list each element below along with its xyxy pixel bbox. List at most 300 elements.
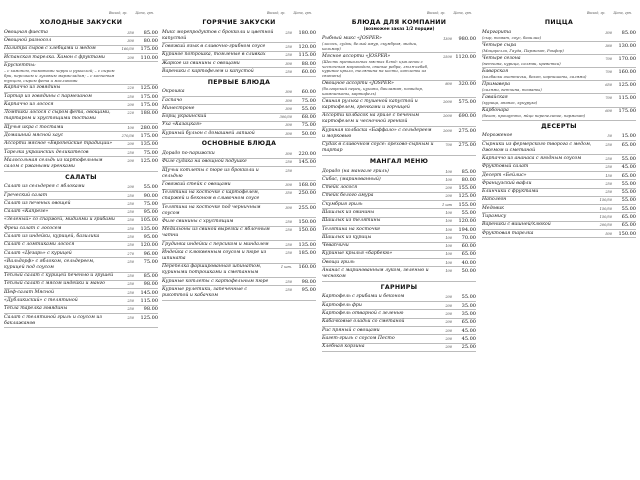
item-name [482,108,596,119]
item-name-text: Ассорти мясное «Европейские традиции» [4,141,113,147]
menu-item [162,264,316,278]
item-weight: 200/50 [599,223,612,228]
item-name [482,231,596,237]
item-name [322,142,436,154]
item-name-text: Овощное ассорти «JOSPER» [322,81,394,87]
item-name [482,43,596,54]
item-name-text: Салат с телятиной гриль и соусом из баклажанов [4,314,102,326]
item-weight: 250 [285,250,292,255]
item-description: (бекон, прошутто, яйцо перепелиное, пармезан) [482,113,586,119]
item-name-text: Салат из индейки, курицей, базилика [4,233,100,239]
item-price: 80.00 [143,37,158,44]
item-name-text: Ананас с маринованным луком, зеленью и чесноком [322,267,429,280]
item-weight: 100 [445,219,452,224]
item-name [4,298,118,304]
item-price: 280.00 [140,124,158,131]
item-name [162,98,276,104]
item-price: 105.00 [140,217,158,224]
item-name-text: Сырники из фермерского творога с медом, джемом и сметаной [482,141,592,153]
item-name-text: Филе свинины с хрустящим [162,219,234,225]
menu-item [322,344,476,352]
item-weight: 250 [127,193,134,198]
item-price: 160.00 [618,68,636,75]
item-name-text: Десерт «Бейлис» [482,172,527,178]
item-name-text: Шашлык из телятины [322,218,381,224]
menu-item [4,250,158,258]
item-price: 68.00 [301,114,316,121]
item-name-text: Мороженое [482,133,513,139]
item-name-text: Карбонара [482,108,509,114]
item-name [322,344,436,350]
item-name-text: Куриный бульон с домашней лапшой [162,130,255,136]
item-name-text: Гаспачо [162,97,183,103]
menu-column-2 [162,10,316,301]
item-weight: 300 [285,183,292,187]
item-name-text: Карпаччо из говядины [4,85,61,91]
weight-header: Выход, гр. [426,11,446,15]
item-name-text: Теплый салат с мясом индейки и манго [4,281,105,287]
item-weight: 250 [127,315,134,320]
menu-item [162,97,316,105]
menu-item [4,54,158,62]
item-name-text: «Зеленый» со спаржей, мидиями и грибами [4,217,115,223]
menu-item [322,259,476,267]
item-price: 75.00 [143,200,158,207]
section-title: ХОЛОДНЫЕ ЗАКУСКИ [39,19,123,26]
menu-column-1 [4,10,158,328]
item-name [322,311,436,317]
menu-item [4,132,158,140]
menu-item [162,278,316,286]
item-name-text: Сибас, (маринованный) [322,176,381,182]
section-title: САЛАТЫ [65,173,97,181]
item-name [482,56,596,67]
item-name [162,190,276,202]
item-weight: 250 [127,290,134,295]
item-name-text: Малосольная сельдь из картофельным салом с ржаными гренками [4,157,103,169]
item-price: 1120.00 [455,53,476,60]
item-price: 96.00 [143,250,158,257]
column-header [162,10,316,17]
item-price: 115.00 [618,95,636,102]
item-name-text: Блинчики с фруктами [482,189,539,195]
item-name-text: Греческий салат [4,192,48,198]
item-price: 135.00 [140,225,158,232]
item-name [162,182,276,188]
item-name [482,206,596,212]
menu-item [4,314,158,328]
item-name-text: Уха «Казацкая» [162,122,202,128]
item-name [482,214,596,220]
item-price: 95.00 [143,233,158,240]
menu-item [162,43,316,51]
item-name [4,226,118,232]
item-price: 145.00 [140,289,158,296]
item-weight: 2000 [443,114,452,119]
menu-item [322,193,476,201]
menu-item [162,249,316,263]
item-name-text: Филе судака на овощной подушке [162,159,247,165]
item-price: 50.00 [301,130,316,137]
item-name-text: Брускетты: [4,62,36,68]
menu-item [162,227,316,241]
item-weight: 1300 [443,36,452,41]
item-name-text: Фруктовый салат [482,164,529,170]
menu-item [322,251,476,259]
item-price: 980.00 [458,35,476,42]
item-name [482,69,596,80]
item-price: 85.00 [621,29,636,36]
item-name [162,159,276,165]
item-price: 15.00 [621,133,636,140]
weight-header: Выход, гр. [586,11,606,15]
menu-item [4,273,158,281]
section-title: ГОРЯЧИЕ ЗАКУСКИ [202,19,276,26]
item-weight: 160/30 [121,47,134,52]
item-price: 180.00 [298,29,316,36]
menu-item [322,226,476,234]
item-weight: 250 [285,30,292,35]
item-name [162,264,276,276]
menu-item [4,233,158,241]
item-name-text: Салат с ломтиками лосося [4,242,75,248]
item-price: 25.00 [461,344,476,351]
menu-item [322,209,476,217]
item-weight: 250 [285,279,292,284]
item-price: 55.00 [621,180,636,187]
item-price: 120.00 [298,44,316,51]
item-price: 170.00 [618,55,636,62]
item-name [162,30,276,42]
menu-item [4,306,158,314]
item-weight: 200 [445,336,452,341]
item-weight: 50 [607,134,612,139]
item-price: 125.00 [458,193,476,200]
item-price: 155.00 [458,185,476,192]
item-weight: 300 [285,152,292,157]
menu-item [482,55,636,68]
item-name-text: Салат из сельдерея с яблоками [4,184,85,190]
item-name-text: Вареники с картофелем и капустой [162,68,254,74]
menu-item [322,81,476,99]
menu-item [322,185,476,193]
menu-item [4,200,158,208]
menu-item [162,52,316,60]
item-name [162,44,276,50]
item-price: 70.00 [461,234,476,241]
item-name-text: Микс морепродуктов с брокколи и цветной капустой [162,29,274,41]
item-price: 50.00 [461,267,476,274]
item-price: 150.00 [298,219,316,226]
item-price: 110.00 [140,54,158,61]
item-weight: 350 [285,191,292,196]
menu-item [322,113,476,127]
item-price: 40.00 [461,259,476,266]
menu-item [4,258,158,272]
column-header [4,10,158,17]
item-price: 60.00 [301,89,316,96]
menu-item [4,297,158,305]
item-name-text: Тартар из говядины с пармезаном [4,93,92,99]
item-name [4,150,118,156]
item-weight: 100 [445,268,452,273]
section-title: ПЕРВЫЕ БЛЮДА [207,78,271,86]
item-weight: 250 [605,181,612,186]
item-name-text: Теплый салат с курицей печенью и грушей [4,273,114,279]
item-name [4,30,118,36]
menu-item [162,204,316,218]
item-price: 35.00 [461,311,476,317]
item-name-text: Шашлык из свинины [322,210,375,215]
item-weight: 150/50 [599,206,612,211]
item-name-text: Карпаччо из лосося [4,102,54,108]
menu-item [322,176,476,184]
item-name [4,55,118,61]
section-title: ДЕСЕРТЫ [541,122,577,130]
price-header: Цена, грн. [135,11,154,15]
item-price: 85.00 [143,273,158,280]
item-name-text: Домашний мясной хаус [4,132,64,138]
item-name-text: Рис пряный с овощами [322,327,380,333]
item-name-text: Медовик [482,205,504,211]
item-weight: 250 [127,259,134,264]
item-weight: 150/50 [599,214,612,219]
item-price: 120.00 [458,218,476,225]
item-name-text: Фреш салат с лососем [4,225,62,231]
menu-item [482,197,636,205]
item-price: 65.00 [621,222,636,229]
item-name-text: Скумбрия гриль [322,201,363,207]
menu-item [482,205,636,213]
item-price: 150.00 [618,230,636,237]
item-name-text: Картофель отварной с зеленью [322,311,404,316]
menu-item [4,110,158,124]
section-title: ОСНОВНЫЕ БЛЮДА [201,140,277,148]
item-price: 60.00 [461,243,476,250]
item-weight: 100 [445,169,452,174]
price-header: Цена, грн. [453,11,472,15]
item-weight: 150/50 [599,198,612,203]
item-name-text: Куриные котлеты с картофельным пюре [162,278,269,284]
item-name [4,125,118,131]
item-weight: 250 [127,299,134,304]
menu-item [4,217,158,225]
item-weight: 200 [445,194,452,199]
item-name [482,173,596,179]
price-header: Цена, грн. [293,11,312,15]
item-name [4,201,118,207]
menu-item [322,319,476,327]
item-price: 98.00 [143,306,158,313]
menu-item [162,105,316,113]
menu-item [482,133,636,141]
menu-item [4,29,158,37]
item-price: 120.00 [140,242,158,249]
item-weight: 250 [127,234,134,239]
item-name-text: Вареники с вишней/клюкой [482,222,551,228]
menu-item [4,93,158,101]
item-price: 98.00 [143,281,158,288]
menu-item [162,68,316,76]
menu-item [162,286,316,300]
item-description: (Моцарелла, Гауда, Пармезан, Рокфор) [482,47,564,53]
item-name-text: Четыре сыра [482,42,517,48]
item-name [162,205,276,217]
item-price: 115.00 [298,52,316,59]
item-weight: 300 [285,61,292,66]
item-name [162,242,276,248]
item-price: 168.00 [298,182,316,188]
menu-item [4,242,158,250]
item-weight: 350 [127,30,134,35]
item-name [4,63,118,83]
item-description: (лосось, судак, белый амур, скумбрия, мидии, кальмар) [322,40,418,51]
menu-column-3 [322,10,476,352]
item-price: 188.00 [140,110,158,117]
item-name [4,94,118,100]
item-price: 320.00 [458,81,476,88]
menu-item [4,184,158,192]
item-price: 275.00 [458,142,476,149]
item-weight: 270/36 [121,133,134,138]
item-price: 150.00 [298,227,316,234]
item-weight: 700 [445,143,452,148]
item-price: 75.00 [301,122,316,129]
item-price: 175.00 [618,108,636,115]
menu-item [482,155,636,163]
item-name [322,218,436,224]
item-weight: 100 [445,244,452,249]
menu-item [482,180,636,188]
item-name-text: Телятина на косточке [322,226,381,232]
item-price: 60.00 [301,68,316,75]
item-weight: 270 [127,251,134,256]
item-name [4,158,118,170]
menu-item [4,149,158,157]
item-price: 95.00 [301,287,316,293]
menu-item [322,267,476,281]
menu-item [482,230,636,238]
item-weight: 2000 [443,128,452,133]
menu-item [482,42,636,55]
item-name [322,227,436,233]
item-weight: 800 [445,82,452,87]
item-name [4,133,118,139]
item-weight: 200 [445,328,452,333]
item-name [482,222,596,228]
menu-item [162,29,316,43]
item-price: 145.00 [298,159,316,166]
item-price: 250.00 [298,190,316,197]
item-name-text: Четыре сезона [482,55,521,61]
menu-item [322,310,476,318]
menu-item [4,192,158,200]
weight-header: Выход, гр. [108,11,128,15]
item-name [322,185,436,191]
item-weight: 250 [285,45,292,50]
menu-item [162,181,316,189]
item-description: (курица, ананас, кукуруза) [482,100,538,106]
item-weight: 250 [127,201,134,206]
menu-item [4,289,158,297]
item-description: – с хамоном, томатами черри и рукколой; – с сыром бри, персиком и луковым мармеладом; – с копченым тунцом, сыром фета и маслинами [4,67,115,83]
item-name-text: Минестроне [162,105,195,111]
menu-item [482,222,636,230]
item-name [322,294,436,300]
item-weight: 200 [445,320,452,325]
item-price: 45.00 [621,164,636,171]
item-weight: 300 [127,38,134,43]
item-name-text: Стейк лосося [322,185,358,191]
item-price: 690.00 [458,113,476,120]
item-description: (салями, ветчина, томаты) [482,87,542,93]
menu-item [322,335,476,343]
item-price: 55.00 [621,205,636,212]
item-name-text: Французский вафли [482,180,532,186]
menu-item [4,209,158,217]
item-name-text: Ломтики лосося с сыром фета, овощами, тартаром и хрустящими тостами [4,110,111,122]
item-price: 55.00 [621,155,636,162]
item-price: 55.00 [301,105,316,112]
column-header [322,10,476,17]
menu-item [162,150,316,158]
item-price: 55.00 [621,189,636,196]
item-name-text: Салат из печеных овощей [4,200,71,206]
item-price: 55.00 [461,210,476,216]
item-name [482,164,596,170]
menu-item [322,98,476,112]
item-name [4,281,118,287]
item-name-text: Окрошка [162,89,185,95]
item-weight: 100 [445,252,452,257]
item-name-text: Стейк белого амура [322,193,374,199]
menu-item [162,60,316,68]
menu-item [4,46,158,54]
menu-item [322,168,476,176]
item-name [4,259,118,271]
item-name [4,85,118,91]
item-name-text: Салат «Капрезе» [4,209,49,215]
item-name [162,287,276,299]
item-name [322,328,436,334]
item-name-text: Тепла тарелка говядины [4,306,68,312]
item-name [162,131,276,137]
item-name [4,234,118,240]
item-weight: 300 [285,131,292,136]
item-price: 115.00 [140,298,158,305]
item-name [322,128,436,140]
item-weight: 1 шт [442,202,452,207]
item-name-text: Судак в сливочном соусе: орехово-сырным и тартар [322,142,434,154]
item-name [4,273,118,279]
menu-item [162,218,316,226]
menu-item [482,108,636,121]
menu-item [482,164,636,172]
item-price: 130.00 [618,42,636,49]
item-weight: 250 [605,190,612,195]
item-name-text: Щучья икра с тостами [4,124,64,130]
item-name [482,133,596,139]
item-weight: 200 [127,158,134,163]
item-price: 125.00 [140,314,158,321]
item-name [482,82,596,93]
item-name-text: Грудинка индейки с персиком и миндалем [162,241,269,247]
menu-item [162,167,316,181]
item-name [322,235,436,241]
item-weight: 700 [605,69,612,74]
item-price: 155.00 [458,201,476,208]
item-price: 55.00 [621,197,636,204]
